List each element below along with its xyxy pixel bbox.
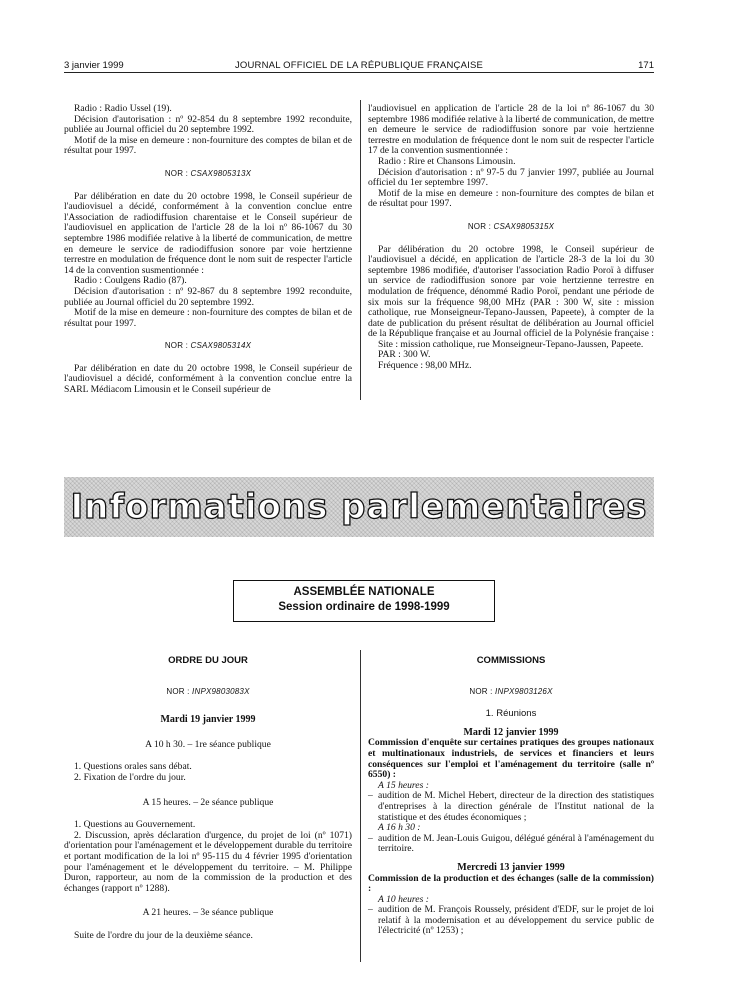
section-title: ORDRE DU JOUR xyxy=(168,655,248,666)
seance-heading: A 15 heures. – 2e séance publique xyxy=(142,796,274,808)
item-list xyxy=(64,820,352,894)
list-item: 2. Discussion, après déclaration d'urgence, du projet de loi (nº 1071) d'orientation pour l'aménagement et le développement durable du territoire et portant modification de la loi nº 95-115 du 4 février 1995 d'orientation pour l'aménagement et le développement du territoire. – M. Philippe Duron, rapporteur, au nom de la commission de la production et des échanges (rapport nº 1288). xyxy=(64,829,352,894)
nor-reference: NOR : CSAX9805313X xyxy=(164,168,252,178)
seance-heading: A 21 heures. – 3e séance publique xyxy=(142,907,274,919)
subsection-heading: 1. Réunions xyxy=(485,708,537,720)
list-item: 2. Fixation de l'ordre du jour. xyxy=(74,771,186,783)
column-divider xyxy=(360,100,361,400)
commission-name: Commission de la production et des échanges (salle de la commission) : xyxy=(368,872,654,895)
paragraph: Par délibération du 20 octobre 1998, le Conseil supérieur de l'audiovisuel a décidé, en application de l'article 28-3 de la loi du 30 septembre 1986 modifiée, d'autoriser l'association Radio Poroï à diffuser un service de radiodiffusion sonore par voie hertzienne terrestre en modulation de fréquence, dénommé Radio Poroï, pendant une période de six mois sur la fréquence 98,00 MHz (PAR : 300 W, site : mission catholique, rue Monseigneur-Tepano-Jaussen, Papeete), à compter de la date de publication du présent résultat de délibération au Journal officiel de la République française et au Journal officiel de la Polynésie française : xyxy=(368,243,654,340)
list-item: 1. Questions au Gouvernement. xyxy=(74,819,196,831)
day-heading: Mardi 19 janvier 1999 xyxy=(160,714,256,726)
paragraph: l'audiovisuel en application de l'article 28 de la loi nº 86-1067 du 30 septembre 1986 modifiée relative à la liberté de communication, de mettre en demeure le service de radiodiffusion sonore par voie hertzienne terrestre en modulation de fréquence dont le nom suit de respecter l'article 17 de la convention susmentionnée : xyxy=(368,103,654,157)
paragraph: Motif de la mise en demeure : non-fourniture des comptes de bilan et de résultat pour 1997. xyxy=(368,187,654,210)
assembly-box xyxy=(233,580,495,622)
header-journal-title: JOURNAL OFFICIEL DE LA RÉPUBLIQUE FRANÇAISE xyxy=(234,60,484,71)
header-rule xyxy=(64,72,654,73)
list-item: 1. Questions orales sans débat. xyxy=(74,761,192,773)
header-page-number: 171 xyxy=(638,60,654,71)
nor-code: CSAX9805313X xyxy=(190,168,252,178)
paragraph: Radio : Coulgens Radio (87). xyxy=(74,275,187,287)
seance-heading: A 10 h 30. – 1re séance publique xyxy=(145,738,271,750)
paragraph: Décision d'autorisation : nº 92-867 du 8 septembre 1992 reconduite, publiée au Journal officiel du 20 septembre 1992. xyxy=(64,285,352,308)
paragraph: Décision d'autorisation : nº 92-854 du 8 septembre 1992 reconduite, publiée au Journal officiel du 20 septembre 1992. xyxy=(64,113,352,136)
paragraph: Suite de l'ordre du jour de la deuxième séance. xyxy=(74,929,253,941)
paragraph: Motif de la mise en demeure : non-fourniture des comptes de bilan et de résultat pour 1997. xyxy=(64,134,352,157)
paragraph: Radio : Rire et Chansons Limousin. xyxy=(378,155,516,167)
day-heading: Mardi 12 janvier 1999 xyxy=(463,726,559,738)
nor-code: CSAX9805314X xyxy=(190,341,252,351)
left-column-top xyxy=(64,104,352,396)
paragraph: Par délibération en date du 20 octobre 1998, le Conseil supérieur de l'audiovisuel a décidé, conformément à la convention conclue entre la SARL Médiacom Limousin et le Conseil supérieur de xyxy=(64,362,352,396)
list-item: – audition de M. Michel Hebert, directeur de la direction des statistiques d'entreprises à la direction générale de l'Institut national de la statistique et des études économiques ; xyxy=(368,791,654,823)
paragraph: Décision d'autorisation : nº 97-5 du 7 janvier 1997, publiée au Journal officiel du 1er septembre 1997. xyxy=(368,166,654,189)
commissions-column xyxy=(368,656,654,937)
section-title: COMMISSIONS xyxy=(476,655,546,666)
time-label: A 15 heures : xyxy=(378,779,429,791)
ordre-du-jour-column xyxy=(64,656,352,942)
list-item: – audition de M. François Roussely, président d'EDF, sur le projet de loi relatif à la modernisation et au développement du service public de l'électricité (nº 1253) ; xyxy=(368,905,654,937)
time-label: A 16 h 30 : xyxy=(378,822,421,834)
nor-code: INPX9803083X xyxy=(192,686,250,696)
nor-reference: NOR : CSAX9805315X xyxy=(467,221,555,231)
nor-code: INPX9803126X xyxy=(495,686,553,696)
column-divider xyxy=(360,650,361,962)
assembly-title: ASSEMBLÉE NATIONALE xyxy=(293,586,435,598)
paragraph: PAR : 300 W. xyxy=(378,349,431,361)
time-label: A 10 heures : xyxy=(378,893,429,905)
list-item: – audition de M. Jean-Louis Guigou, délégué général à l'aménagement du territoire. xyxy=(368,834,654,855)
paragraph: Site : mission catholique, rue Monseigneur-Tepano-Jaussen, Papeete. xyxy=(378,338,644,350)
banner-title: Informations parlementaires xyxy=(70,487,648,527)
paragraph: Fréquence : 98,00 MHz. xyxy=(378,360,472,372)
paragraph: Motif de la mise en demeure : non-fourniture des comptes de bilan et de résultat pour 1997. xyxy=(64,307,352,329)
right-column-top xyxy=(368,104,654,372)
commission-name: Commission d'enquête sur certaines pratiques des groupes nationaux et multinationaux industriels, de services et financiers et leurs conséquences sur l'emploi et l'aménagement du territoire (salle nº 6550) : xyxy=(368,737,654,781)
header-date: 3 janvier 1999 xyxy=(64,60,124,71)
paragraph: Radio : Radio Ussel (19). xyxy=(74,103,172,114)
nor-reference: NOR : CSAX9805314X xyxy=(164,341,252,351)
assembly-session: Session ordinaire de 1998-1999 xyxy=(278,601,450,613)
section-banner xyxy=(64,477,654,537)
day-heading: Mercredi 13 janvier 1999 xyxy=(457,861,565,873)
paragraph: Par délibération en date du 20 octobre 1998, le Conseil supérieur de l'audiovisuel a décidé, conformément à la convention conclue entre l'Association de radiodiffusion charentaise et le Conseil supérieur de l'audiovisuel en application de l'article 28 de la loi nº 86-1067 du 30 septembre 1986 modifiée relative à la liberté de communication, de mettre en demeure le service de radiodiffusion sonore par voie hertzienne terrestre en modulation de fréquence dont le nom suit de respecter l'article 14 de la convention susmentionnée : xyxy=(64,190,352,276)
nor-reference: NOR : INPX9803083X xyxy=(166,686,250,696)
nor-reference: NOR : INPX9803126X xyxy=(469,686,553,696)
nor-code: CSAX9805315X xyxy=(493,221,555,231)
item-list xyxy=(64,762,352,783)
